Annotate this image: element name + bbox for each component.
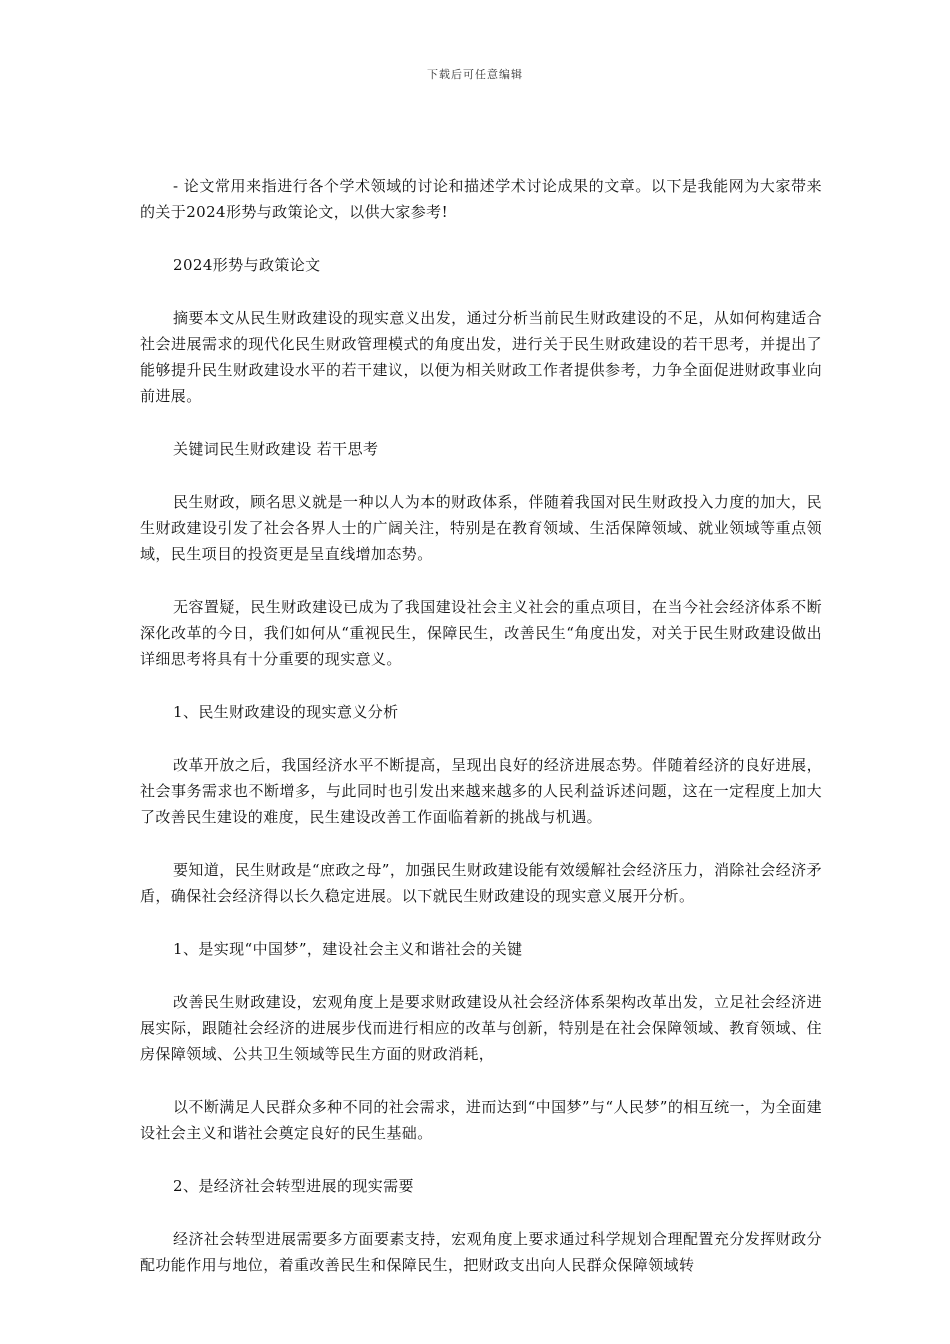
subsection-heading: 2、是经济社会转型进展的现实需要 [173, 1177, 414, 1195]
intro-paragraph: - 论文常用来指进行各个学术领域的讨论和描述学术讨论成果的文章。以下是我能网为大家带来的关于2024形势与政策论文，以供大家参考! [140, 177, 822, 221]
section-heading: 1、民生财政建设的现实意义分析 [173, 703, 399, 721]
keywords-line: 关键词民生财政建设 若干思考 [173, 440, 379, 458]
body-paragraph: 经济社会转型进展需要多方面要素支持，宏观角度上要求通过科学规划合理配置充分发挥财政分配功能作用与地位，着重改善民生和保障民生，把财政支出向人民群众保障领域转 [140, 1230, 822, 1274]
abstract-paragraph: 摘要本文从民生财政建设的现实意义出发，通过分析当前民生财政建设的不足，从如何构建适合社会进展需求的现代化民生财政管理模式的角度出发，进行关于民生财政建设的若干思考，并提出了能够提升民生财政建设水平的若干建议，以便为相关财政工作者提供参考，力争全面促进财政事业向前进展。 [140, 309, 822, 405]
document-body [140, 173, 822, 1305]
body-paragraph: 无容置疑，民生财政建设已成为了我国建设社会主义社会的重点项目，在当今社会经济体系不断深化改革的今日，我们如何从“重视民生，保障民生，改善民生“角度出发，对关于民生财政建设做出详细思考将具有十分重要的现实意义。 [140, 598, 822, 668]
document-title: 2024形势与政策论文 [173, 256, 321, 274]
subsection-heading: 1、是实现“中国梦”，建设社会主义和谐社会的关键 [173, 940, 523, 958]
body-paragraph: 民生财政，顾名思义就是一种以人为本的财政体系，伴随着我国对民生财政投入力度的加大，民生财政建设引发了社会各界人士的广阔关注，特别是在教育领域、生活保障领域、就业领域等重点领域，民生项目的投资更是呈直线增加态势。 [140, 493, 822, 563]
body-paragraph: 改革开放之后，我国经济水平不断提高，呈现出良好的经济进展态势。伴随着经济的良好进展，社会事务需求也不断增多，与此同时也引发出来越来越多的人民利益诉述问题，这在一定程度上加大了改善民生建设的难度，民生建设改善工作面临着新的挑战与机遇。 [140, 756, 822, 826]
body-paragraph: 要知道，民生财政是“庶政之母”，加强民生财政建设能有效缓解社会经济压力，消除社会经济矛盾，确保社会经济得以长久稳定进展。以下就民生财政建设的现实意义展开分析。 [140, 861, 822, 905]
body-paragraph: 以不断满足人民群众多种不同的社会需求，进而达到“中国梦”与“人民梦”的相互统一，为全面建设社会主义和谐社会奠定良好的民生基础。 [140, 1098, 822, 1142]
body-paragraph: 改善民生财政建设，宏观角度上是要求财政建设从社会经济体系架构改革出发，立足社会经济进展实际，跟随社会经济的进展步伐而进行相应的改革与创新，特别是在社会保障领域、教育领域、住房保障领域、公共卫生领域等民生方面的财政消耗， [140, 993, 822, 1063]
page-header-note: 下载后可任意编辑 [427, 68, 523, 81]
